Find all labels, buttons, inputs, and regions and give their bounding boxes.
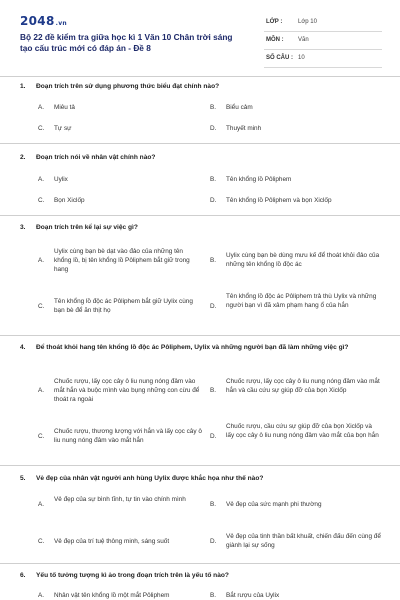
document-title: Bộ 22 đề kiểm tra giữa học kì 1 Văn 10 Chân trời sáng tạo cấu trúc mới có đáp án - Đề 8: [20, 32, 233, 53]
meta-row-class: LỚP : Lớp 10: [264, 14, 382, 32]
divider: [0, 143, 400, 144]
document-meta: [264, 14, 382, 68]
meta-row-count: SỐ CÂU : 10: [264, 50, 382, 68]
divider: [0, 563, 400, 564]
document-header: [14, 12, 386, 62]
divider: [0, 76, 400, 77]
divider: [0, 335, 400, 336]
divider: [0, 465, 400, 466]
divider: [0, 215, 400, 216]
site-logo[interactable]: 2048.vn: [20, 14, 67, 28]
meta-row-subject: MÔN : Văn: [264, 32, 382, 50]
